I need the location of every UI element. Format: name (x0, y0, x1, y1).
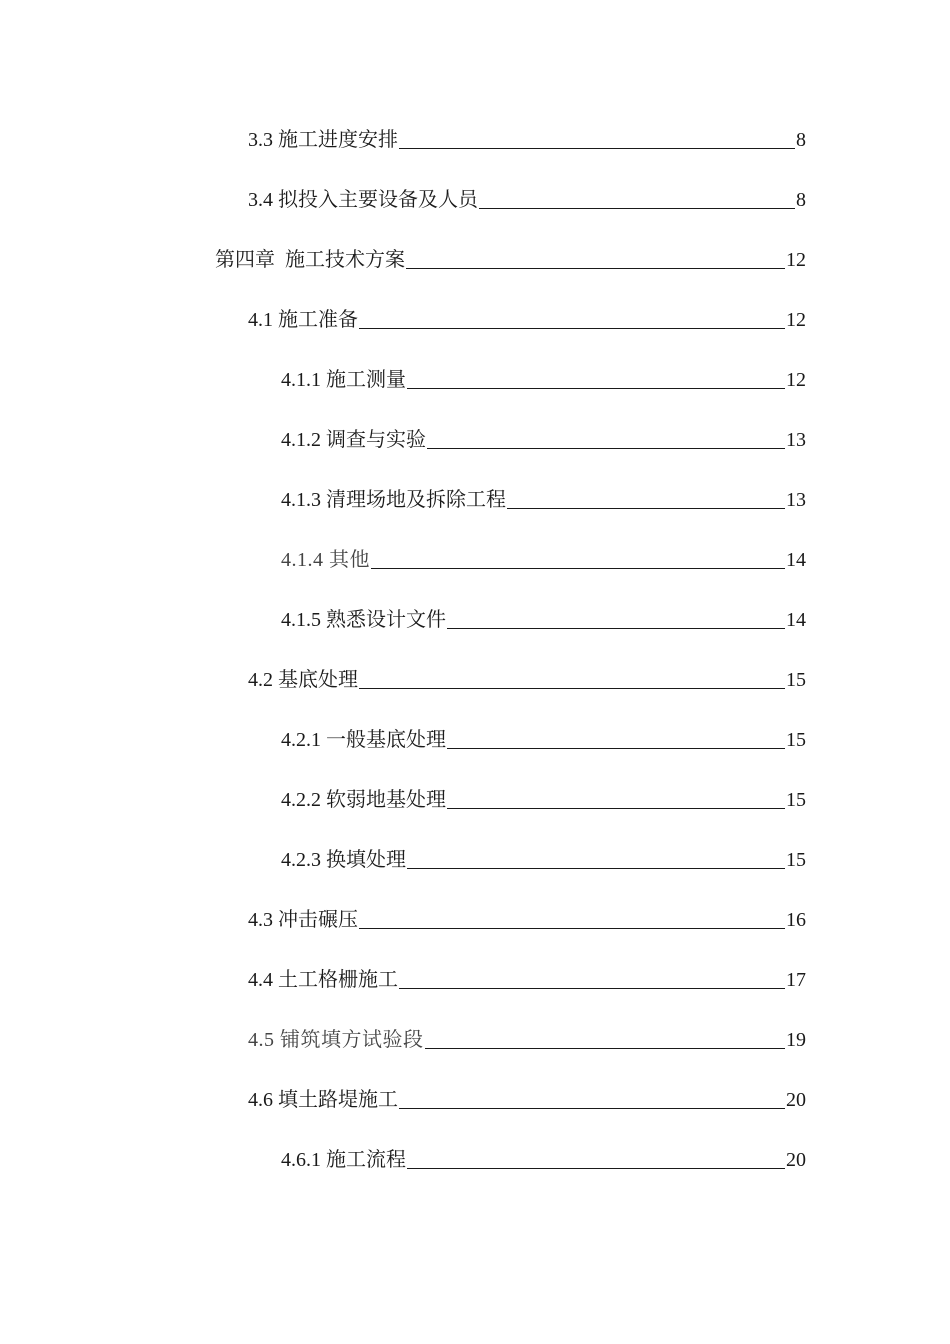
toc-leader-line (359, 327, 785, 329)
toc-entry-chapter[interactable] (215, 244, 806, 274)
toc-page-number: 14 (786, 609, 806, 631)
toc-page-number: 12 (786, 369, 806, 391)
toc-entry[interactable] (281, 724, 806, 754)
toc-page-number: 12 (786, 249, 806, 271)
toc-entry-title: 4.3 冲击碾压 (248, 909, 358, 931)
toc-entry[interactable] (248, 964, 806, 994)
toc-leader-line (447, 807, 785, 809)
toc-leader-line (399, 147, 795, 149)
toc-page-number: 15 (786, 789, 806, 811)
toc-entry-title: 4.2.2 软弱地基处理 (281, 789, 446, 811)
toc-leader-line (447, 747, 785, 749)
toc-entry-title: 4.6.1 施工流程 (281, 1149, 406, 1171)
toc-entry-title: 4.1.2 调查与实验 (281, 429, 426, 451)
toc-page-number: 20 (786, 1089, 806, 1111)
toc-page-number: 13 (786, 489, 806, 511)
toc-entry-title: 4.2.1 一般基底处理 (281, 729, 446, 751)
toc-page-number: 19 (786, 1029, 806, 1051)
toc-entry-title: 4.1 施工准备 (248, 309, 358, 331)
toc-entry[interactable] (281, 424, 806, 454)
toc-entry-title: 4.4 土工格栅施工 (248, 969, 398, 991)
toc-entry-title: 4.6 填土路堤施工 (248, 1089, 398, 1111)
toc-entry[interactable] (248, 124, 806, 154)
toc-leader-line (407, 867, 785, 869)
toc-leader-line (399, 1107, 785, 1109)
toc-leader-line (399, 987, 785, 989)
toc-entry-title: 4.1.4 其他 (281, 549, 370, 571)
toc-entry-title: 3.3 施工进度安排 (248, 129, 398, 151)
toc-leader-line (479, 207, 795, 209)
toc-entry[interactable] (281, 544, 806, 574)
toc-page-number: 20 (786, 1149, 806, 1171)
toc-entry[interactable] (281, 484, 806, 514)
toc-entry[interactable] (248, 184, 806, 214)
toc-entry[interactable] (248, 1024, 806, 1054)
toc-leader-line (371, 567, 785, 569)
toc-entry-title: 第四章 施工技术方案 (215, 249, 405, 271)
toc-page-number: 14 (786, 549, 806, 571)
toc-leader-line (427, 447, 785, 449)
toc-entry-title: 4.1.1 施工测量 (281, 369, 406, 391)
toc-leader-line (425, 1047, 786, 1049)
toc-entry-title: 4.1.5 熟悉设计文件 (281, 609, 446, 631)
toc-page-number: 12 (786, 309, 806, 331)
toc-entry-title: 4.1.3 清理场地及拆除工程 (281, 489, 506, 511)
toc-entry[interactable] (281, 1144, 806, 1174)
toc-entry[interactable] (281, 364, 806, 394)
toc-leader-line (359, 687, 785, 689)
toc-entry[interactable] (248, 664, 806, 694)
toc-page-number: 17 (786, 969, 806, 991)
toc-leader-line (406, 267, 785, 269)
toc-entry[interactable] (248, 1084, 806, 1114)
toc-entry-title: 4.5 铺筑填方试验段 (248, 1029, 424, 1051)
toc-leader-line (407, 1167, 785, 1169)
toc-page-number: 15 (786, 669, 806, 691)
toc-entry[interactable] (248, 304, 806, 334)
toc-page-number: 13 (786, 429, 806, 451)
toc-leader-line (359, 927, 785, 929)
toc-page-number: 15 (786, 849, 806, 871)
toc-entry[interactable] (248, 904, 806, 934)
toc-leader-line (507, 507, 785, 509)
toc-page-number: 16 (786, 909, 806, 931)
toc-page-number: 8 (796, 129, 806, 151)
toc-leader-line (407, 387, 785, 389)
toc-entry[interactable] (281, 844, 806, 874)
toc-entry-title: 3.4 拟投入主要设备及人员 (248, 189, 478, 211)
toc-entry-title: 4.2.3 换填处理 (281, 849, 406, 871)
toc-entry-title: 4.2 基底处理 (248, 669, 358, 691)
toc-page-number: 8 (796, 189, 806, 211)
toc-page-number: 15 (786, 729, 806, 751)
toc-entry[interactable] (281, 784, 806, 814)
toc-entry[interactable] (281, 604, 806, 634)
toc-leader-line (447, 627, 785, 629)
